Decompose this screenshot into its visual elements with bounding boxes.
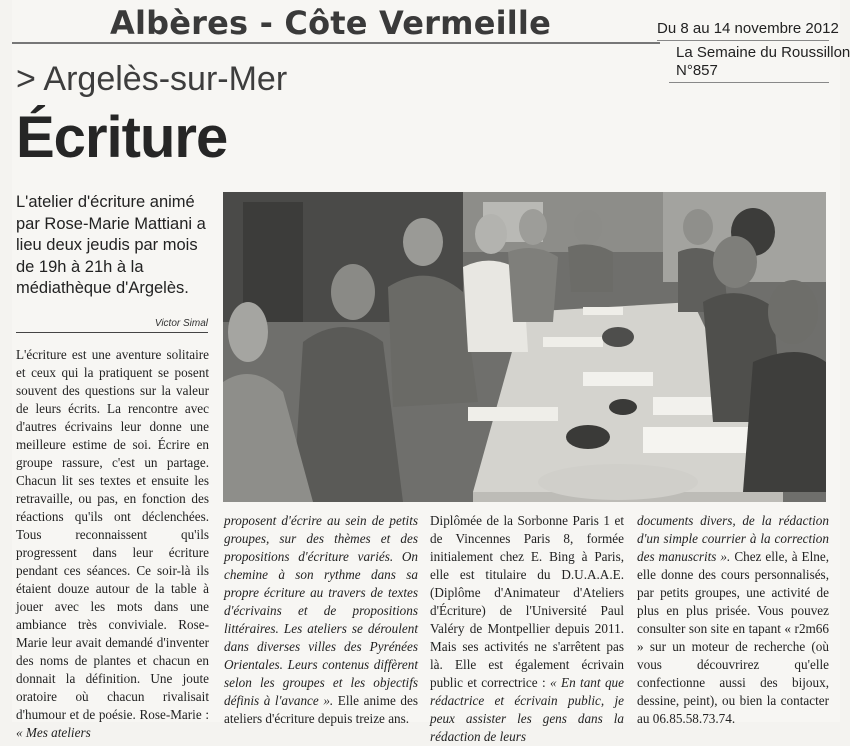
issue-number: N°857 bbox=[676, 62, 718, 79]
column-3-quote: « En tant que rédactrice et écrivain public, je peux assister les gens dans la rédaction de leurs bbox=[430, 675, 624, 744]
column-1-quote: « Mes ateliers bbox=[16, 725, 91, 740]
article-byline: Victor Simal bbox=[154, 318, 208, 329]
issue-rule bbox=[669, 82, 829, 83]
column-3-text: Diplômée de la Sorbonne Paris 1 et de Vincennes Paris 8, formée initialement chez E. Bing à Paris, elle est titulaire du D.U.A.A.E. (Diplôme d'Animateur d'Ateliers d'Écriture) de l'Université Paul Valéry de Montpellier depuis 2011. Mais ses activités ne s'arrêtent pas là. Elle est également écrivain public et correctrice : bbox=[430, 513, 624, 690]
article-column-2 bbox=[224, 512, 418, 728]
date-rule bbox=[657, 40, 829, 41]
column-2-text: Elle anime des ateliers d'écriture depuis treize ans. bbox=[224, 693, 418, 726]
byline-rule bbox=[16, 332, 208, 333]
section-title: Albères - Côte Vermeille bbox=[110, 4, 552, 42]
publication-name: La Semaine du Roussillon bbox=[676, 44, 850, 61]
article-title: Écriture bbox=[16, 105, 228, 170]
article-location: > Argelès-sur-Mer bbox=[16, 60, 288, 98]
header-rule bbox=[12, 42, 660, 44]
writing-workshop-photo bbox=[223, 192, 826, 502]
article-column-1 bbox=[16, 346, 209, 742]
column-2-quote: proposent d'écrire au sein de petits groupes, sur des thèmes et des propositions d'écriture variés. On chemine à son rythme dans sa propre écriture au travers de textes d'écrivains et de propositions littéraires. Les ateliers se déroulent dans diverses villes des Pyrénées Orientales. Leurs contenus diffèrent selon les groupes et les objectifs définis à l'avance ». bbox=[224, 513, 418, 708]
column-4-text: Chez elle, à Elne, elle donne des cours personnalisés, par petits groupes, une activité de plus en plus prisée. Vous pouvez consulter son site en tapant « r2m66 » sur un moteur de recherche (où vous découvrirez qu'elle confectionne aussi des bijoux, dessine, peint), ou bien la contacter au 06.85.58.73.74. bbox=[637, 549, 830, 726]
article-column-3 bbox=[430, 512, 624, 746]
article-lead: L'atelier d'écriture animé par Rose-Marie Mattiani a lieu deux jeudis par mois de 19h à 21h à la médiathèque d'Argelès. bbox=[16, 193, 206, 297]
photo-illustration bbox=[223, 192, 826, 502]
column-1-text: L'écriture est une aventure solitaire et ceux qui la pratiquent se posent souvent des questions sur la valeur de leurs écrits. La rencontre avec d'autres écrivains leur donne une meilleure estime de soi. Écrire en groupe rassure, c'est un partage. Chacun lit ses textes et ensuite les retravaille, ou pas, en fonction des réactions qu'ils ont déclenchées. Tous reconnaissent qu'ils progressent dans leur écriture pendant ces séances. Ce soir-là ils étaient douze autour de la table à jouer avec les mots dans une ambiance très conviviale. Rose-Marie leur avait demandé d'inventer des noms de plantes et chacun en donnait la définition. Une joute oratoire où chacun rivalisait d'humour et de poésie. Rose-Marie : bbox=[16, 347, 209, 722]
column-4-quote: documents divers, de la rédaction d'un simple courrier à la correction des manuscrits ». bbox=[637, 513, 829, 564]
issue-date: Du 8 au 14 novembre 2012 bbox=[657, 20, 839, 37]
article-column-4 bbox=[637, 512, 829, 728]
